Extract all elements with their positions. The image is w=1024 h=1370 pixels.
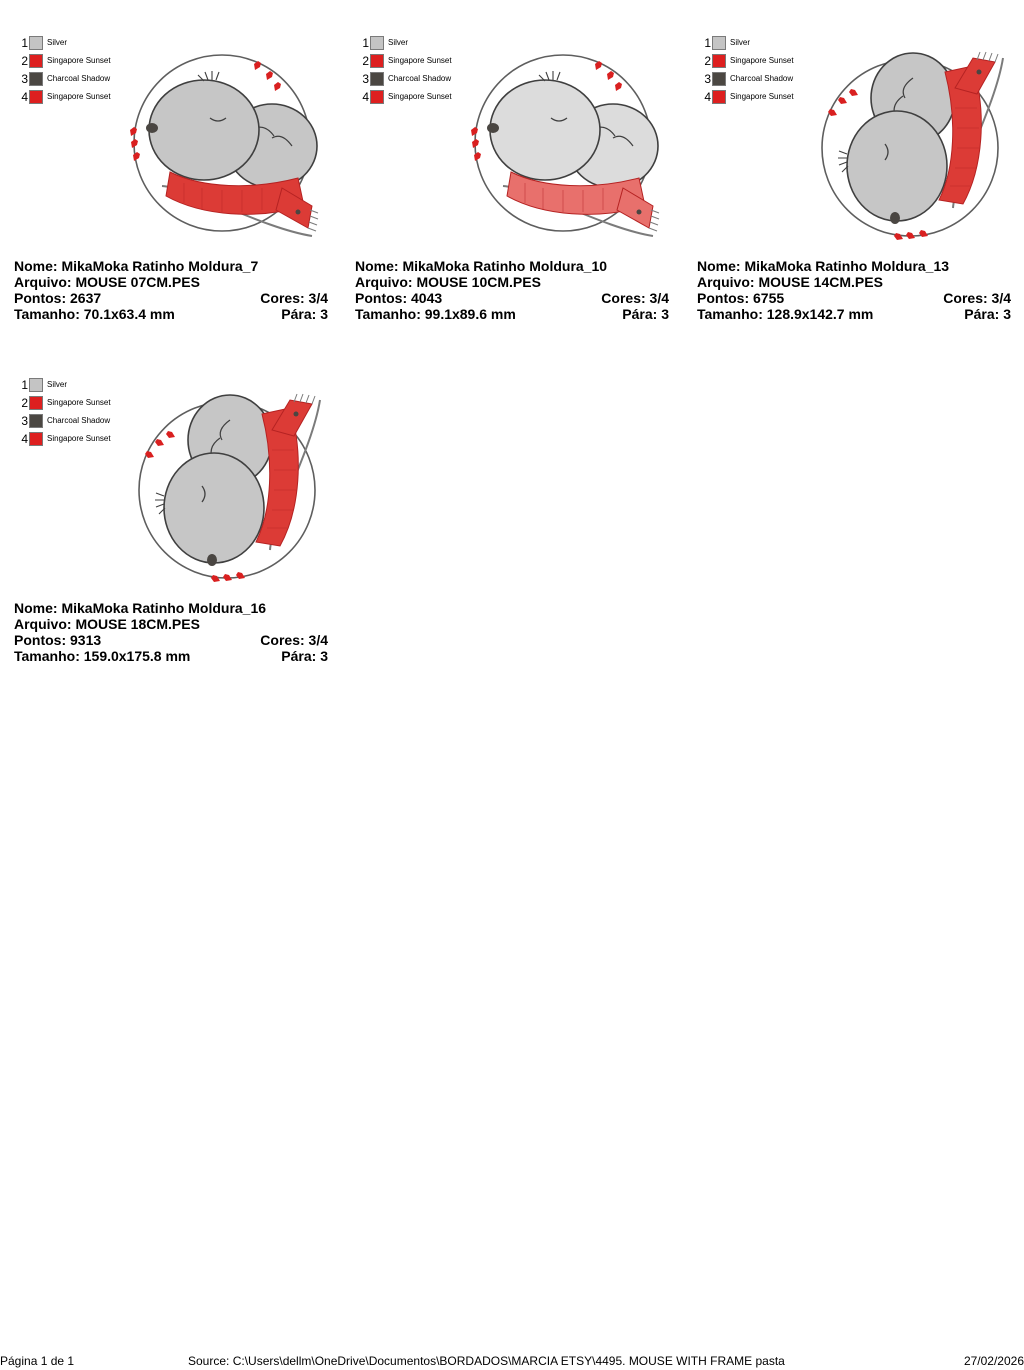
color-number: 2 (21, 54, 28, 68)
color-name: Singapore Sunset (388, 56, 452, 65)
print-date: 27/02/2026 (963, 1354, 1024, 1368)
color-number: 4 (21, 432, 28, 446)
design-info (355, 258, 669, 322)
color-count: Cores: 3/4 (601, 290, 669, 306)
legend-row (703, 70, 794, 88)
legend-row (361, 52, 452, 70)
design-card (697, 8, 1015, 338)
design-card (355, 8, 673, 338)
design-size: Tamanho: 128.9x142.7 mm (697, 306, 874, 322)
color-swatch (29, 378, 43, 392)
color-name: Singapore Sunset (47, 398, 111, 407)
color-name: Charcoal Shadow (730, 74, 794, 83)
color-name: Charcoal Shadow (388, 74, 452, 83)
stop-count: Pára: 3 (281, 306, 328, 322)
thread-color-legend (20, 34, 111, 106)
stitch-count: Pontos: 2637 (14, 290, 102, 306)
color-number: 1 (21, 36, 28, 50)
color-swatch (712, 90, 726, 104)
color-number: 1 (21, 378, 28, 392)
color-number: 3 (704, 72, 711, 86)
color-name: Charcoal Shadow (47, 416, 111, 425)
stitch-count: Pontos: 9313 (14, 632, 102, 648)
color-number: 3 (21, 414, 28, 428)
design-card (14, 350, 332, 680)
page-number: Página 1 de 1 (0, 1354, 75, 1368)
design-file: Arquivo: MOUSE 10CM.PES (355, 274, 541, 290)
legend-row (20, 394, 111, 412)
color-swatch (370, 90, 384, 104)
design-size: Tamanho: 70.1x63.4 mm (14, 306, 175, 322)
legend-row (20, 34, 111, 52)
legend-row (20, 52, 111, 70)
legend-row (703, 34, 794, 52)
legend-row (20, 412, 111, 430)
color-name: Singapore Sunset (47, 92, 111, 101)
color-swatch (370, 36, 384, 50)
design-file: Arquivo: MOUSE 18CM.PES (14, 616, 200, 632)
design-size: Tamanho: 99.1x89.6 mm (355, 306, 516, 322)
color-swatch (712, 54, 726, 68)
design-name: Nome: MikaMoka Ratinho Moldura_7 (14, 258, 259, 274)
design-file: Arquivo: MOUSE 07CM.PES (14, 274, 200, 290)
color-number: 3 (21, 72, 28, 86)
legend-row (361, 88, 452, 106)
color-count: Cores: 3/4 (943, 290, 1011, 306)
color-number: 2 (21, 396, 28, 410)
legend-row (361, 34, 452, 52)
stitch-count: Pontos: 4043 (355, 290, 443, 306)
color-name: Singapore Sunset (730, 92, 794, 101)
sleeping-mouse-circle-frame-icon (805, 38, 1015, 248)
color-number: 2 (362, 54, 369, 68)
color-number: 2 (704, 54, 711, 68)
color-swatch (370, 72, 384, 86)
color-swatch (29, 90, 43, 104)
design-card (14, 8, 332, 338)
legend-row (20, 376, 111, 394)
design-file: Arquivo: MOUSE 14CM.PES (697, 274, 883, 290)
thread-color-legend (703, 34, 794, 106)
color-number: 4 (704, 90, 711, 104)
color-number: 1 (704, 36, 711, 50)
color-name: Singapore Sunset (388, 92, 452, 101)
color-number: 1 (362, 36, 369, 50)
sleeping-mouse-circle-frame-icon (122, 380, 332, 590)
design-info (14, 258, 328, 322)
legend-row (703, 52, 794, 70)
design-size: Tamanho: 159.0x175.8 mm (14, 648, 191, 664)
thread-color-legend (20, 376, 111, 448)
legend-row (361, 70, 452, 88)
color-swatch (29, 72, 43, 86)
design-name: Nome: MikaMoka Ratinho Moldura_13 (697, 258, 950, 274)
color-count: Cores: 3/4 (260, 632, 328, 648)
design-name: Nome: MikaMoka Ratinho Moldura_10 (355, 258, 608, 274)
color-name: Silver (47, 380, 68, 389)
color-name: Charcoal Shadow (47, 74, 111, 83)
stop-count: Pára: 3 (964, 306, 1011, 322)
color-swatch (29, 54, 43, 68)
color-name: Singapore Sunset (730, 56, 794, 65)
design-info (697, 258, 1011, 322)
color-swatch (712, 72, 726, 86)
color-swatch (712, 36, 726, 50)
stop-count: Pára: 3 (281, 648, 328, 664)
color-number: 3 (362, 72, 369, 86)
color-swatch (29, 396, 43, 410)
color-name: Silver (730, 38, 751, 47)
thread-color-legend (361, 34, 452, 106)
color-name: Singapore Sunset (47, 434, 111, 443)
stitch-count: Pontos: 6755 (697, 290, 785, 306)
color-count: Cores: 3/4 (260, 290, 328, 306)
sleeping-mouse-circle-frame-icon (122, 38, 332, 248)
color-swatch (29, 432, 43, 446)
design-name: Nome: MikaMoka Ratinho Moldura_16 (14, 600, 267, 616)
legend-row (20, 430, 111, 448)
color-swatch (29, 36, 43, 50)
legend-row (703, 88, 794, 106)
color-number: 4 (21, 90, 28, 104)
stop-count: Pára: 3 (622, 306, 669, 322)
design-info (14, 600, 328, 664)
color-name: Singapore Sunset (47, 56, 111, 65)
legend-row (20, 70, 111, 88)
color-swatch (370, 54, 384, 68)
color-name: Silver (47, 38, 68, 47)
source-path: Source: C:\Users\dellm\OneDrive\Documentos\BORDADOS\MARCIA ETSY\4495. MOUSE WITH FRAME pasta (188, 1354, 785, 1368)
legend-row (20, 88, 111, 106)
sleeping-mouse-circle-frame-icon (463, 38, 673, 248)
color-swatch (29, 414, 43, 428)
color-number: 4 (362, 90, 369, 104)
color-name: Silver (388, 38, 409, 47)
